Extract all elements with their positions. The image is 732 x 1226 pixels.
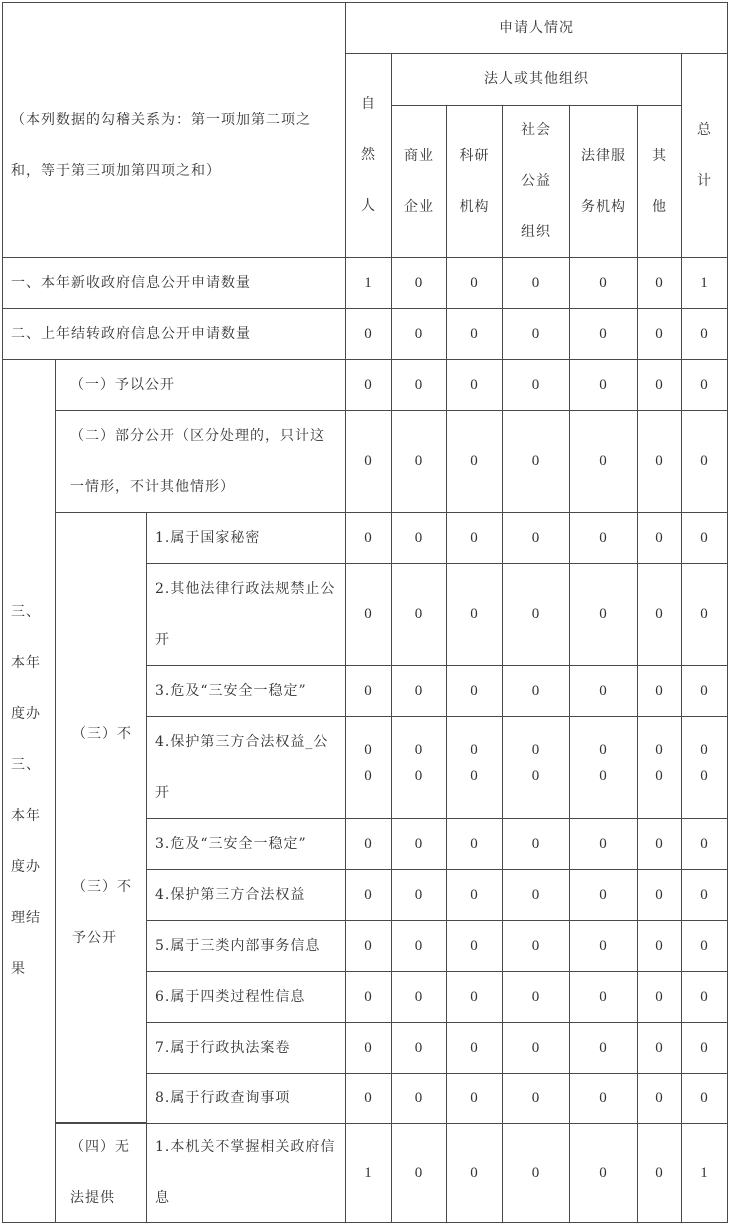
- cell-natural-person-row-13: 0: [345, 1022, 392, 1074]
- cell-total-row-9: 0: [681, 818, 728, 870]
- cell-legal-service-row-14: 0: [569, 1073, 638, 1124]
- header-business: 商业企业: [391, 105, 447, 258]
- cell-other-row-5: 0: [637, 512, 682, 564]
- cell-research-row-5: 0: [446, 512, 503, 564]
- row-label-internal-affairs: 5.属于三类内部事务信息: [146, 920, 346, 972]
- cell-legal-service-row-12: 0: [569, 971, 638, 1023]
- group-label-section-3: 三、本年度办三、本年度办理结果: [2, 359, 56, 1223]
- cell-total-row-7: 0: [681, 665, 728, 717]
- cell-other-row-10: 0: [637, 869, 682, 921]
- cell-other-row-9: 0: [637, 818, 682, 870]
- row-label-process-info: 6.属于四类过程性信息: [146, 971, 346, 1023]
- cell-research-row-8: 0 0: [446, 716, 503, 819]
- cell-other-row-7: 0: [637, 665, 682, 717]
- cell-other-row-11: 0: [637, 920, 682, 972]
- cell-business-row-7: 0: [391, 665, 447, 717]
- cell-social-row-12: 0: [502, 971, 570, 1023]
- cell-business-row-9: 0: [391, 818, 447, 870]
- cell-total-row-8: 0 0: [681, 716, 728, 819]
- cell-social-row-1: 0: [502, 257, 570, 309]
- header-legal-service: 法律服务机构: [569, 105, 638, 258]
- row-label-law-prohibited: 2.其他法律行政法规禁止公开: [146, 563, 346, 666]
- cell-legal-service-row-6: 0: [569, 563, 638, 666]
- cell-natural-person-row-4: 0: [345, 410, 392, 513]
- cell-total-row-11: 0: [681, 920, 728, 972]
- cell-business-row-8: 0 0: [391, 716, 447, 819]
- cell-legal-service-row-9: 0: [569, 818, 638, 870]
- header-other: 其他: [637, 105, 682, 258]
- cell-other-row-4: 0: [637, 410, 682, 513]
- row-label-three-safety: 3.危及“三安全一稳定”: [146, 665, 346, 717]
- cell-natural-person-row-8: 0 0: [345, 716, 392, 819]
- cell-research-row-2: 0: [446, 308, 503, 360]
- row-label-carried-over: 二、上年结转政府信息公开申请数量: [2, 308, 346, 360]
- header-note: （本列数据的勾稽关系为：第一项加第二项之和，等于第三项加第四项之和）: [2, 2, 346, 258]
- cell-other-row-12: 0: [637, 971, 682, 1023]
- cell-business-row-3: 0: [391, 359, 447, 411]
- cell-other-row-8: 0 0: [637, 716, 682, 819]
- row-label-enforcement-file: 7.属于行政执法案卷: [146, 1022, 346, 1074]
- cell-legal-service-row-3: 0: [569, 359, 638, 411]
- cell-total-row-5: 0: [681, 512, 728, 564]
- cell-social-row-15: 0: [502, 1123, 570, 1223]
- cell-business-row-13: 0: [391, 1022, 447, 1074]
- cell-business-row-5: 0: [391, 512, 447, 564]
- cell-natural-person-row-7: 0: [345, 665, 392, 717]
- cell-legal-service-row-10: 0: [569, 869, 638, 921]
- cell-natural-person-row-9: 0: [345, 818, 392, 870]
- cell-research-row-7: 0: [446, 665, 503, 717]
- cell-other-row-14: 0: [637, 1073, 682, 1124]
- cell-social-row-7: 0: [502, 665, 570, 717]
- cell-business-row-6: 0: [391, 563, 447, 666]
- cell-natural-person-row-14: 0: [345, 1073, 392, 1124]
- cell-legal-service-row-5: 0: [569, 512, 638, 564]
- cell-research-row-13: 0: [446, 1022, 503, 1074]
- cell-natural-person-row-1: 1: [345, 257, 392, 309]
- cell-legal-service-row-1: 0: [569, 257, 638, 309]
- header-research: 科研机构: [446, 105, 503, 258]
- cell-business-row-12: 0: [391, 971, 447, 1023]
- cell-business-row-15: 0: [391, 1123, 447, 1223]
- cell-legal-service-row-2: 0: [569, 308, 638, 360]
- cell-social-row-2: 0: [502, 308, 570, 360]
- row-label-third-party: 4.保护第三方合法权益: [146, 869, 346, 921]
- row-label-state-secret: 1.属于国家秘密: [146, 512, 346, 564]
- cell-research-row-9: 0: [446, 818, 503, 870]
- row-label-disclosed: （一）予以公开: [55, 359, 346, 411]
- cell-research-row-14: 0: [446, 1073, 503, 1124]
- cell-social-row-13: 0: [502, 1022, 570, 1074]
- cell-social-row-10: 0: [502, 869, 570, 921]
- cell-total-row-3: 0: [681, 359, 728, 411]
- cell-social-row-8: 0 0: [502, 716, 570, 819]
- cell-research-row-1: 0: [446, 257, 503, 309]
- header-applicant: 申请人情况: [345, 2, 728, 54]
- cell-natural-person-row-10: 0: [345, 869, 392, 921]
- cell-business-row-10: 0: [391, 869, 447, 921]
- cell-legal-service-row-13: 0: [569, 1022, 638, 1074]
- row-label-query-matters: 8.属于行政查询事项: [146, 1073, 346, 1124]
- header-legal-org: 法人或其他组织: [391, 53, 682, 106]
- cell-other-row-13: 0: [637, 1022, 682, 1074]
- cell-social-row-11: 0: [502, 920, 570, 972]
- group-label-cannot-provide: （四）无法提供: [55, 1123, 147, 1223]
- cell-research-row-10: 0: [446, 869, 503, 921]
- cell-business-row-14: 0: [391, 1073, 447, 1124]
- cell-business-row-2: 0: [391, 308, 447, 360]
- cell-research-row-15: 0: [446, 1123, 503, 1223]
- row-label-partially-disclosed: （二）部分公开（区分处理的，只计这一情形，不计其他情形）: [55, 410, 346, 513]
- cell-total-row-4: 0: [681, 410, 728, 513]
- cell-research-row-12: 0: [446, 971, 503, 1023]
- row-label-third-party-open: 4.保护第三方合法权益_公开: [146, 716, 346, 819]
- cell-natural-person-row-12: 0: [345, 971, 392, 1023]
- cell-total-row-1: 1: [681, 257, 728, 309]
- cell-business-row-1: 0: [391, 257, 447, 309]
- row-label-three-safety-2: 3.危及“三安全一稳定”: [146, 818, 346, 870]
- cell-other-row-15: 0: [637, 1123, 682, 1223]
- cell-natural-person-row-15: 1: [345, 1123, 392, 1223]
- cell-natural-person-row-6: 0: [345, 563, 392, 666]
- group-label-not-open: [55, 512, 147, 1123]
- cell-social-row-14: 0: [502, 1073, 570, 1124]
- row-label-new-requests: 一、本年新收政府信息公开申请数量: [2, 257, 346, 309]
- cell-research-row-6: 0: [446, 563, 503, 666]
- cell-natural-person-row-5: 0: [345, 512, 392, 564]
- cell-business-row-11: 0: [391, 920, 447, 972]
- cell-total-row-13: 0: [681, 1022, 728, 1074]
- cell-total-row-12: 0: [681, 971, 728, 1023]
- cell-legal-service-row-15: 0: [569, 1123, 638, 1223]
- cell-social-row-9: 0: [502, 818, 570, 870]
- cell-research-row-4: 0: [446, 410, 503, 513]
- group-label-not-open-b: （三）不予公开: [72, 879, 132, 946]
- cell-other-row-1: 0: [637, 257, 682, 309]
- cell-total-row-15: 1: [681, 1123, 728, 1223]
- group-label-not-open-a: （三）不: [72, 726, 132, 742]
- cell-natural-person-row-2: 0: [345, 308, 392, 360]
- header-natural-person: 自然人: [345, 53, 392, 258]
- cell-research-row-3: 0: [446, 359, 503, 411]
- cell-total-row-10: 0: [681, 869, 728, 921]
- header-social: 社会公益组织: [502, 105, 570, 258]
- cell-other-row-2: 0: [637, 308, 682, 360]
- cell-natural-person-row-11: 0: [345, 920, 392, 972]
- cell-business-row-4: 0: [391, 410, 447, 513]
- cell-legal-service-row-11: 0: [569, 920, 638, 972]
- cell-social-row-6: 0: [502, 563, 570, 666]
- cell-other-row-3: 0: [637, 359, 682, 411]
- cell-other-row-6: 0: [637, 563, 682, 666]
- cell-social-row-5: 0: [502, 512, 570, 564]
- cell-research-row-11: 0: [446, 920, 503, 972]
- cell-legal-service-row-4: 0: [569, 410, 638, 513]
- cell-total-row-6: 0: [681, 563, 728, 666]
- cell-social-row-3: 0: [502, 359, 570, 411]
- row-label-not-held: 1.本机关不掌握相关政府信息: [146, 1123, 346, 1223]
- cell-total-row-14: 0: [681, 1073, 728, 1124]
- cell-natural-person-row-3: 0: [345, 359, 392, 411]
- cell-total-row-2: 0: [681, 308, 728, 360]
- cell-social-row-4: 0: [502, 410, 570, 513]
- header-total: 总计: [681, 53, 728, 258]
- cell-legal-service-row-7: 0: [569, 665, 638, 717]
- cell-legal-service-row-8: 0 0: [569, 716, 638, 819]
